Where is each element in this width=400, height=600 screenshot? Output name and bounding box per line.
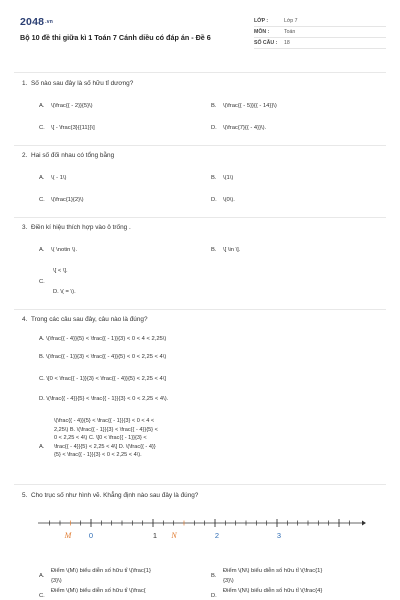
option-letter: C. — [39, 593, 45, 599]
meta-key: MÔN : — [254, 29, 270, 35]
option-letter: B. — [211, 103, 217, 109]
option-d[interactable] — [211, 125, 266, 131]
option-text: \[ \in \]. — [223, 247, 241, 253]
question-1 — [14, 80, 386, 87]
meta-key: LỚP : — [254, 18, 269, 24]
option-b[interactable] — [211, 566, 322, 586]
option-letter: A. — [39, 103, 45, 109]
meta-value: Lớp 7 — [284, 18, 298, 24]
question-text: Điền kí hiệu thích hợp vào ô trống . — [31, 224, 131, 231]
option-text: Điểm \(N\) biểu diễn số hữu tỉ \(\frac{1} — [223, 568, 323, 574]
question-text: Cho trục số như hình vẽ. Khẳng định nào sau đây là đúng? — [31, 492, 199, 499]
question-text: Trong các câu sau đây, câu nào là đúng? — [31, 316, 148, 323]
option-a[interactable] — [39, 566, 151, 586]
answer-letter: A. — [39, 444, 45, 450]
option-text: C. \[0 < \frac{{ - 1}}{3} < \frac{{ - 4}}{5} < 2,25 < 4\] — [39, 376, 166, 382]
divider — [14, 309, 386, 310]
answer-line: 2,25\) B. \(\frac{{ - 1}}{3} < \frac{{ - 4}}{5} < — [54, 426, 158, 433]
question-number: 4. — [22, 316, 28, 323]
option-c[interactable] — [39, 125, 95, 131]
option-text: Điểm \(M\) biểu diễn số hữu tỉ \(\frac{1} — [51, 568, 151, 574]
option-letter: C. — [39, 197, 45, 203]
option-text-line2: {3}\) — [51, 578, 62, 584]
option-b[interactable] — [211, 103, 277, 109]
option-text: \(\frac{1}{2}\) — [51, 197, 84, 203]
option-c-letter — [39, 279, 51, 285]
label-zero: 0 — [88, 531, 94, 540]
question-text: Hai số đối nhau có tổng bằng — [31, 152, 115, 159]
option-d[interactable] — [39, 396, 168, 402]
option-letter: B. — [211, 573, 217, 579]
option-d[interactable] — [53, 289, 76, 295]
divider — [14, 217, 386, 218]
question-text: Số nào sau đây là số hữu tỉ dương? — [31, 80, 134, 87]
option-letter: A. — [39, 573, 45, 579]
answer-line: \(\frac{{ - 4}}{5} < \frac{{ - 1}}{3} < 0 < 4 < — [54, 418, 155, 424]
meta-value: Toán — [284, 29, 296, 35]
option-text: Điểm \(M\) biểu diễn số hữu tỉ \(\frac{ — [51, 588, 146, 594]
option-text: D. \( = \). — [53, 289, 76, 295]
option-letter: C. — [39, 279, 45, 285]
site-logo[interactable] — [20, 16, 53, 28]
option-b[interactable] — [39, 354, 166, 360]
number-line — [36, 514, 366, 544]
question-3 — [14, 224, 386, 231]
label-n: N — [171, 531, 177, 540]
question-4 — [14, 316, 386, 323]
label-three: 3 — [276, 531, 282, 540]
question-number: 2. — [22, 152, 28, 159]
label-m: M — [64, 531, 72, 540]
option-text: \[ - \frac{3}{{11}}\] — [51, 125, 95, 131]
option-text: \(\frac{{ - 5}}{{ - 14}}\) — [223, 103, 277, 109]
option-text: \( - 1\) — [51, 175, 67, 181]
option-letter: D. — [211, 593, 217, 599]
answer-line: {5} < \frac{{ - 1}}{3} < 0 < 2,25 < 4\). — [54, 452, 142, 458]
answer-line: \frac{{ - 4}}{5} < 2,25 < 4\] D. \(\frac{{ - 4}} — [54, 443, 156, 450]
option-text: \(0\). — [223, 197, 235, 203]
question-title — [14, 224, 386, 231]
question-title — [14, 316, 386, 323]
option-letter: C. — [39, 125, 45, 131]
option-c-text[interactable] — [53, 268, 68, 274]
question-5 — [14, 492, 386, 499]
question-title — [14, 80, 386, 87]
answer-box[interactable] — [54, 417, 166, 460]
option-a[interactable] — [39, 175, 66, 181]
label-one: 1 — [152, 531, 158, 540]
question-number: 1. — [22, 80, 28, 87]
question-title — [14, 492, 386, 499]
option-text: Điểm \(N\) biểu diễn số hữu tỉ \(\frac{4} — [223, 588, 323, 594]
divider — [14, 72, 386, 73]
meta-row-count — [254, 38, 386, 49]
option-text: \[ < \]. — [53, 268, 68, 274]
option-text: \( \notin \). — [51, 247, 78, 253]
meta-table — [254, 16, 386, 49]
option-letter: A. — [39, 247, 45, 253]
option-b[interactable] — [211, 175, 233, 181]
option-letter: D. — [211, 125, 217, 131]
meta-row-subject — [254, 27, 386, 38]
option-text: \(1\) — [223, 175, 234, 181]
option-a[interactable] — [39, 336, 166, 342]
option-text: \(\frac{{ - 2}}{5}\) — [51, 103, 93, 109]
answer-line: 0 < 2,25 < 4\) C. \[0 < \frac{{ - 1}}{3} < — [54, 435, 147, 441]
option-text-line2: {3}\) — [223, 578, 234, 584]
option-letter: D. — [211, 197, 217, 203]
option-b[interactable] — [211, 247, 240, 253]
option-c[interactable] — [39, 197, 84, 203]
option-a[interactable] — [39, 103, 93, 109]
question-title — [14, 152, 386, 159]
option-text: \(\frac{7}{{ - 4}}\). — [223, 125, 267, 131]
option-letter: B. — [211, 175, 217, 181]
option-text: D. \(\frac{{ - 4}}{5} < \frac{{ - 1}}{3} < 0 < 2,25 < 4\). — [39, 396, 169, 402]
option-text: B. \(\frac{{ - 1}}{3} < \frac{{ - 4}}{5} < 0 < 2,25 < 4\) — [39, 354, 167, 360]
arrow-head — [362, 521, 366, 526]
option-c[interactable] — [39, 376, 166, 382]
option-a[interactable] — [39, 247, 77, 253]
divider — [14, 484, 386, 485]
option-d[interactable] — [211, 588, 322, 599]
question-number: 3. — [22, 224, 28, 231]
divider — [14, 145, 386, 146]
option-letter: A. — [39, 175, 45, 181]
logo-text: 2048 — [20, 16, 45, 28]
question-2 — [14, 152, 386, 159]
question-number: 5. — [22, 492, 28, 499]
option-letter: B. — [211, 247, 217, 253]
option-text: A. \(\frac{{ - 4}}{5} < \frac{{ - 1}}{3} < 0 < 4 < 2,25\) — [39, 336, 167, 342]
option-d[interactable] — [211, 197, 235, 203]
meta-row-class — [254, 16, 386, 27]
meta-key: SỐ CÂU : — [254, 40, 278, 46]
option-c[interactable] — [39, 588, 146, 599]
header — [14, 12, 386, 62]
logo-suffix: .vn — [45, 19, 53, 25]
label-two: 2 — [214, 531, 220, 540]
meta-value: 18 — [284, 40, 290, 46]
document-title: Bộ 10 đề thi giữa kì 1 Toán 7 Cánh diều có đáp án - Đề 6 — [20, 33, 211, 42]
